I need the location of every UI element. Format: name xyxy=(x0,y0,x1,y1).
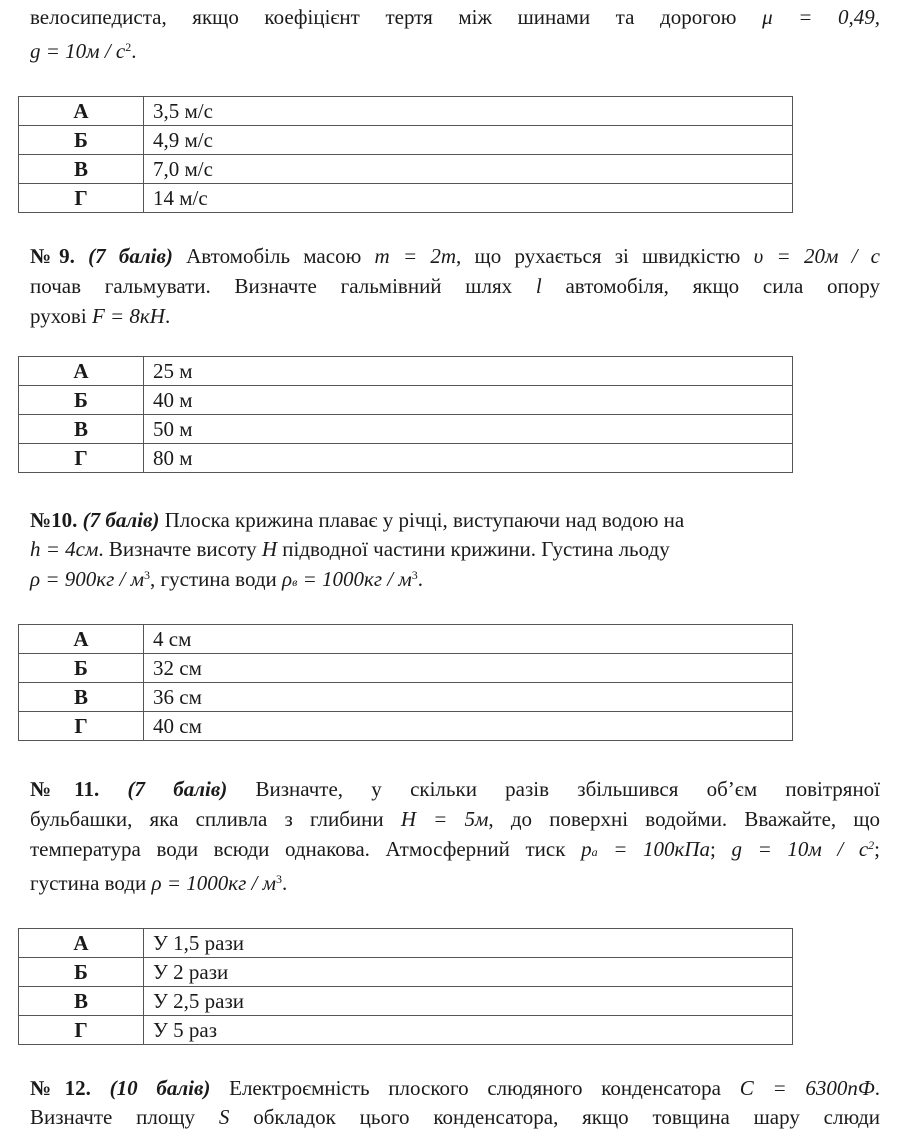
q10-text-line2 xyxy=(30,536,670,562)
q8-formula-g-exp: 2 xyxy=(125,40,132,54)
table-row xyxy=(19,126,793,155)
q11-text-line2 xyxy=(30,806,880,832)
q9-text: рухові xyxy=(30,304,87,328)
option-letter: Г xyxy=(19,184,144,213)
question-number: №10. xyxy=(30,508,78,532)
q12-text-line2 xyxy=(30,1104,880,1130)
q11-text-line4 xyxy=(30,870,287,896)
q9-text: , що рухається зі швидкістю xyxy=(456,244,741,268)
q10-formula-rho: ρ = 900кг / м xyxy=(30,567,145,591)
option-letter: Б xyxy=(19,126,144,155)
q10-formula-h: h = 4см xyxy=(30,537,99,561)
q10-text: . Визначте висоту xyxy=(98,537,257,561)
q10-formula-rho-water xyxy=(282,567,412,591)
q9-text: Автомобіль масою xyxy=(186,244,362,268)
q9-text-line3 xyxy=(30,303,170,329)
option-letter: А xyxy=(19,357,144,386)
q11-text: , до поверхні водойми. Вважайте, що xyxy=(488,807,880,831)
table-row xyxy=(19,683,793,712)
q8-formula-g: g = 10м / c xyxy=(30,39,126,63)
rest: = 100кПа xyxy=(613,837,710,861)
question-points: (7 балів) xyxy=(127,777,228,801)
exp: 3 xyxy=(144,568,151,582)
punct: . xyxy=(131,39,137,63)
option-letter: А xyxy=(19,97,144,126)
table-row xyxy=(19,357,793,386)
q8-text-line2 xyxy=(30,38,136,64)
sym: ρ xyxy=(282,567,293,591)
option-value: У 5 раз xyxy=(144,1016,793,1045)
q10-text: підводної частини крижини. Густина льоду xyxy=(282,537,670,561)
option-value: 80 м xyxy=(144,444,793,473)
sub: в xyxy=(292,575,298,589)
exp: 3 xyxy=(411,568,418,582)
table-row xyxy=(19,97,793,126)
table-row xyxy=(19,958,793,987)
punct: . xyxy=(417,567,424,591)
q11-answer-table xyxy=(18,928,793,1045)
option-value: У 2,5 рази xyxy=(144,987,793,1016)
option-value: 36 см xyxy=(144,683,793,712)
option-letter: Б xyxy=(19,958,144,987)
table-row xyxy=(19,929,793,958)
question-number: №12. xyxy=(30,1076,91,1100)
q11-text: температура води всюди однакова. Атмосферний тиск xyxy=(30,837,566,861)
option-value: 7,0 м/с xyxy=(144,155,793,184)
q11-text: бульбашки, яка спливла з глибини xyxy=(30,807,384,831)
q11-formula-pa xyxy=(581,837,710,861)
option-letter: А xyxy=(19,625,144,654)
q8-text: велосипедиста, якщо коефіцієнт тертя між шинами та дорогою xyxy=(30,5,737,29)
table-row xyxy=(19,712,793,741)
table-row xyxy=(19,415,793,444)
q11-text: Визначте, у скільки разів збільшився об’єм повітряної xyxy=(255,777,881,801)
q9-formula-mass: m = 2т xyxy=(374,244,457,268)
q11-text-line1 xyxy=(30,776,880,802)
table-row xyxy=(19,155,793,184)
q12-formula-S: S xyxy=(218,1105,230,1129)
punct: . xyxy=(282,871,288,895)
option-letter: Г xyxy=(19,712,144,741)
q10-answer-table xyxy=(18,624,793,741)
q9-formula-speed: υ = 20м / c xyxy=(753,244,881,268)
option-letter: В xyxy=(19,683,144,712)
table-row xyxy=(19,625,793,654)
rest: = 1000кг / м xyxy=(302,567,412,591)
q9-text-line2 xyxy=(30,273,880,299)
sub: a xyxy=(591,845,598,859)
option-letter: В xyxy=(19,415,144,444)
question-points: (7 балів) xyxy=(88,244,173,268)
option-letter: Б xyxy=(19,654,144,683)
q9-answer-table xyxy=(18,356,793,473)
option-letter: А xyxy=(19,929,144,958)
q9-formula-force: F = 8кН xyxy=(91,304,165,328)
q11-formula-H: H = 5м xyxy=(400,807,489,831)
q10-text: Плоска крижина плаває у річці, виступаючи над водою на xyxy=(164,508,685,532)
q12-text: Електроємність плоского слюдяного конденсатора xyxy=(229,1076,721,1100)
table-row xyxy=(19,386,793,415)
option-value: 40 м xyxy=(144,386,793,415)
question-points: (10 балів) xyxy=(109,1076,211,1100)
option-value: У 2 рази xyxy=(144,958,793,987)
q12-text-line1 xyxy=(30,1075,880,1101)
option-value: 50 м xyxy=(144,415,793,444)
exp: 2 xyxy=(868,838,875,852)
option-value: 25 м xyxy=(144,357,793,386)
option-value: 4 см xyxy=(144,625,793,654)
punct: ; xyxy=(874,837,881,861)
punct: . xyxy=(874,1076,881,1100)
q11-text-line3 xyxy=(30,836,880,862)
q8-formula-mu: μ = 0,49, xyxy=(762,5,881,29)
table-row xyxy=(19,654,793,683)
q10-text-line1 xyxy=(30,507,684,533)
q9-text-line1 xyxy=(30,243,880,269)
option-value: У 1,5 рази xyxy=(144,929,793,958)
table-row xyxy=(19,444,793,473)
option-letter: Г xyxy=(19,1016,144,1045)
base: g = 10м / c xyxy=(731,837,869,861)
question-number: №9. xyxy=(30,244,75,268)
punct: ; xyxy=(709,837,716,861)
q8-answer-table xyxy=(18,96,793,213)
question-number: №11. xyxy=(30,777,100,801)
q12-formula-C: C = 6300пФ xyxy=(739,1076,875,1100)
q9-text: почав гальмувати. Визначте гальмівний шлях xyxy=(30,274,513,298)
sym: p xyxy=(581,837,592,861)
option-value: 40 см xyxy=(144,712,793,741)
q10-text-line3 xyxy=(30,566,423,592)
q10-text: , густина води xyxy=(150,567,277,591)
q11-formula-g xyxy=(731,837,874,861)
option-value: 14 м/с xyxy=(144,184,793,213)
option-letter: Б xyxy=(19,386,144,415)
q10-formula-H: H xyxy=(261,537,277,561)
q11-formula-rho: ρ = 1000кг / м xyxy=(151,871,277,895)
q9-text: автомобіля, якщо сила опору xyxy=(565,274,881,298)
question-points: (7 балів) xyxy=(82,508,160,532)
option-value: 3,5 м/с xyxy=(144,97,793,126)
option-letter: В xyxy=(19,155,144,184)
q12-text: обкладок цього конденсатора, якщо товщина шару слюди xyxy=(253,1105,881,1129)
option-letter: В xyxy=(19,987,144,1016)
table-row xyxy=(19,987,793,1016)
q9-formula-l: l xyxy=(535,274,542,298)
option-value: 32 см xyxy=(144,654,793,683)
table-row xyxy=(19,184,793,213)
table-row xyxy=(19,1016,793,1045)
punct: . xyxy=(164,304,171,328)
option-value: 4,9 м/с xyxy=(144,126,793,155)
exp: 3 xyxy=(276,872,283,886)
q12-text: Визначте площу xyxy=(30,1105,196,1129)
q8-text-line1 xyxy=(30,4,880,30)
option-letter: Г xyxy=(19,444,144,473)
q11-text: густина води xyxy=(30,871,147,895)
